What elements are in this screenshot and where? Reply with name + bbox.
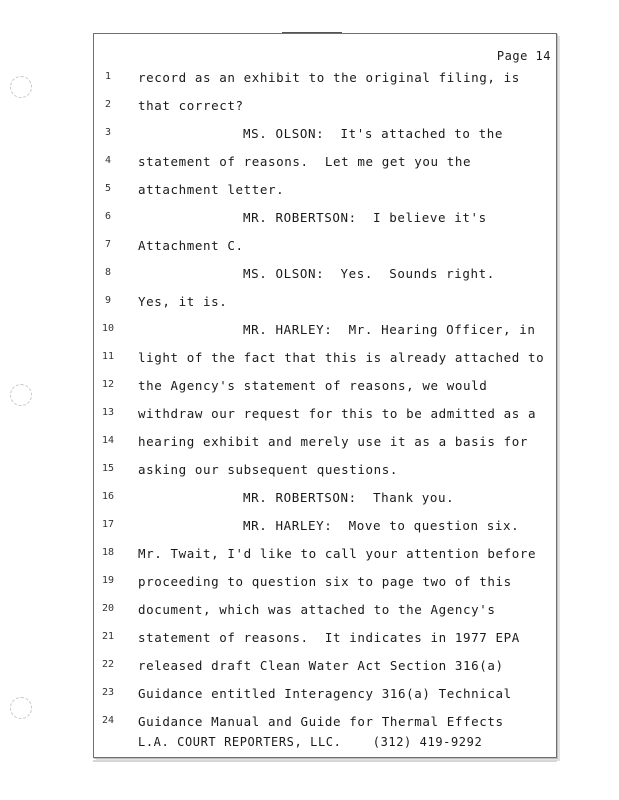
transcript-line: MS. OLSON: Yes. Sounds right. bbox=[243, 266, 495, 281]
line-number: 15 bbox=[101, 463, 115, 474]
transcript-line: the Agency's statement of reasons, we would bbox=[138, 378, 488, 393]
transcript-line: Guidance entitled Interagency 316(a) Technical bbox=[138, 686, 512, 701]
line-number: 12 bbox=[101, 379, 115, 390]
line-number: 6 bbox=[104, 211, 112, 222]
line-number: 24 bbox=[101, 715, 115, 726]
transcript-line: Attachment C. bbox=[138, 238, 244, 253]
line-number: 19 bbox=[101, 575, 115, 586]
transcript-line: MR. HARLEY: Mr. Hearing Officer, in bbox=[243, 322, 536, 337]
transcript-line: hearing exhibit and merely use it as a basis for bbox=[138, 434, 529, 449]
transcript-page-frame bbox=[93, 33, 557, 758]
line-number: 22 bbox=[101, 659, 115, 670]
transcript-line: light of the fact that this is already attached to bbox=[138, 350, 545, 365]
transcript-line: MS. OLSON: It's attached to the bbox=[243, 126, 504, 141]
punch-hole-middle bbox=[10, 384, 32, 406]
line-number: 3 bbox=[104, 127, 112, 138]
transcript-line: statement of reasons. It indicates in 1977 EPA bbox=[138, 630, 520, 645]
transcript-line: Yes, it is. bbox=[138, 294, 228, 309]
transcript-line: MR. HARLEY: Move to question six. bbox=[243, 518, 520, 533]
line-number: 23 bbox=[101, 687, 115, 698]
transcript-line: Mr. Twait, I'd like to call your attention before bbox=[138, 546, 537, 561]
line-number: 4 bbox=[104, 155, 112, 166]
line-number: 8 bbox=[104, 267, 112, 278]
transcript-line: that correct? bbox=[138, 98, 244, 113]
line-number: 16 bbox=[101, 491, 115, 502]
transcript-line: MR. ROBERTSON: Thank you. bbox=[243, 490, 455, 505]
transcript-line: attachment letter. bbox=[138, 182, 285, 197]
transcript-line: asking our subsequent questions. bbox=[138, 462, 399, 477]
punch-hole-top bbox=[10, 76, 32, 98]
page-bottom-shadow bbox=[93, 760, 557, 762]
punch-hole-bottom bbox=[10, 697, 32, 719]
page-number: Page 14 bbox=[496, 49, 551, 63]
transcript-line: statement of reasons. Let me get you the bbox=[138, 154, 472, 169]
transcript-line: released draft Clean Water Act Section 316(a) bbox=[138, 658, 504, 673]
line-number: 14 bbox=[101, 435, 115, 446]
line-number: 13 bbox=[101, 407, 115, 418]
line-number: 11 bbox=[101, 351, 115, 362]
line-number: 9 bbox=[104, 295, 112, 306]
line-number: 18 bbox=[101, 547, 115, 558]
transcript-line: withdraw our request for this to be admitted as a bbox=[138, 406, 537, 421]
transcript-line: proceeding to question six to page two of this bbox=[138, 574, 512, 589]
line-number: 10 bbox=[101, 323, 115, 334]
line-number: 1 bbox=[104, 71, 112, 82]
transcript-line: Guidance Manual and Guide for Thermal Effects bbox=[138, 714, 504, 729]
line-number: 20 bbox=[101, 603, 115, 614]
line-number: 5 bbox=[104, 183, 112, 194]
line-number: 21 bbox=[101, 631, 115, 642]
transcript-line: record as an exhibit to the original filing, is bbox=[138, 70, 520, 85]
line-number: 7 bbox=[104, 239, 112, 250]
transcript-line: MR. ROBERTSON: I believe it's bbox=[243, 210, 487, 225]
line-number: 17 bbox=[101, 519, 115, 530]
court-reporter-footer: L.A. COURT REPORTERS, LLC. (312) 419-9292 bbox=[138, 735, 483, 749]
line-number: 2 bbox=[104, 99, 112, 110]
transcript-line: document, which was attached to the Agency's bbox=[138, 602, 496, 617]
